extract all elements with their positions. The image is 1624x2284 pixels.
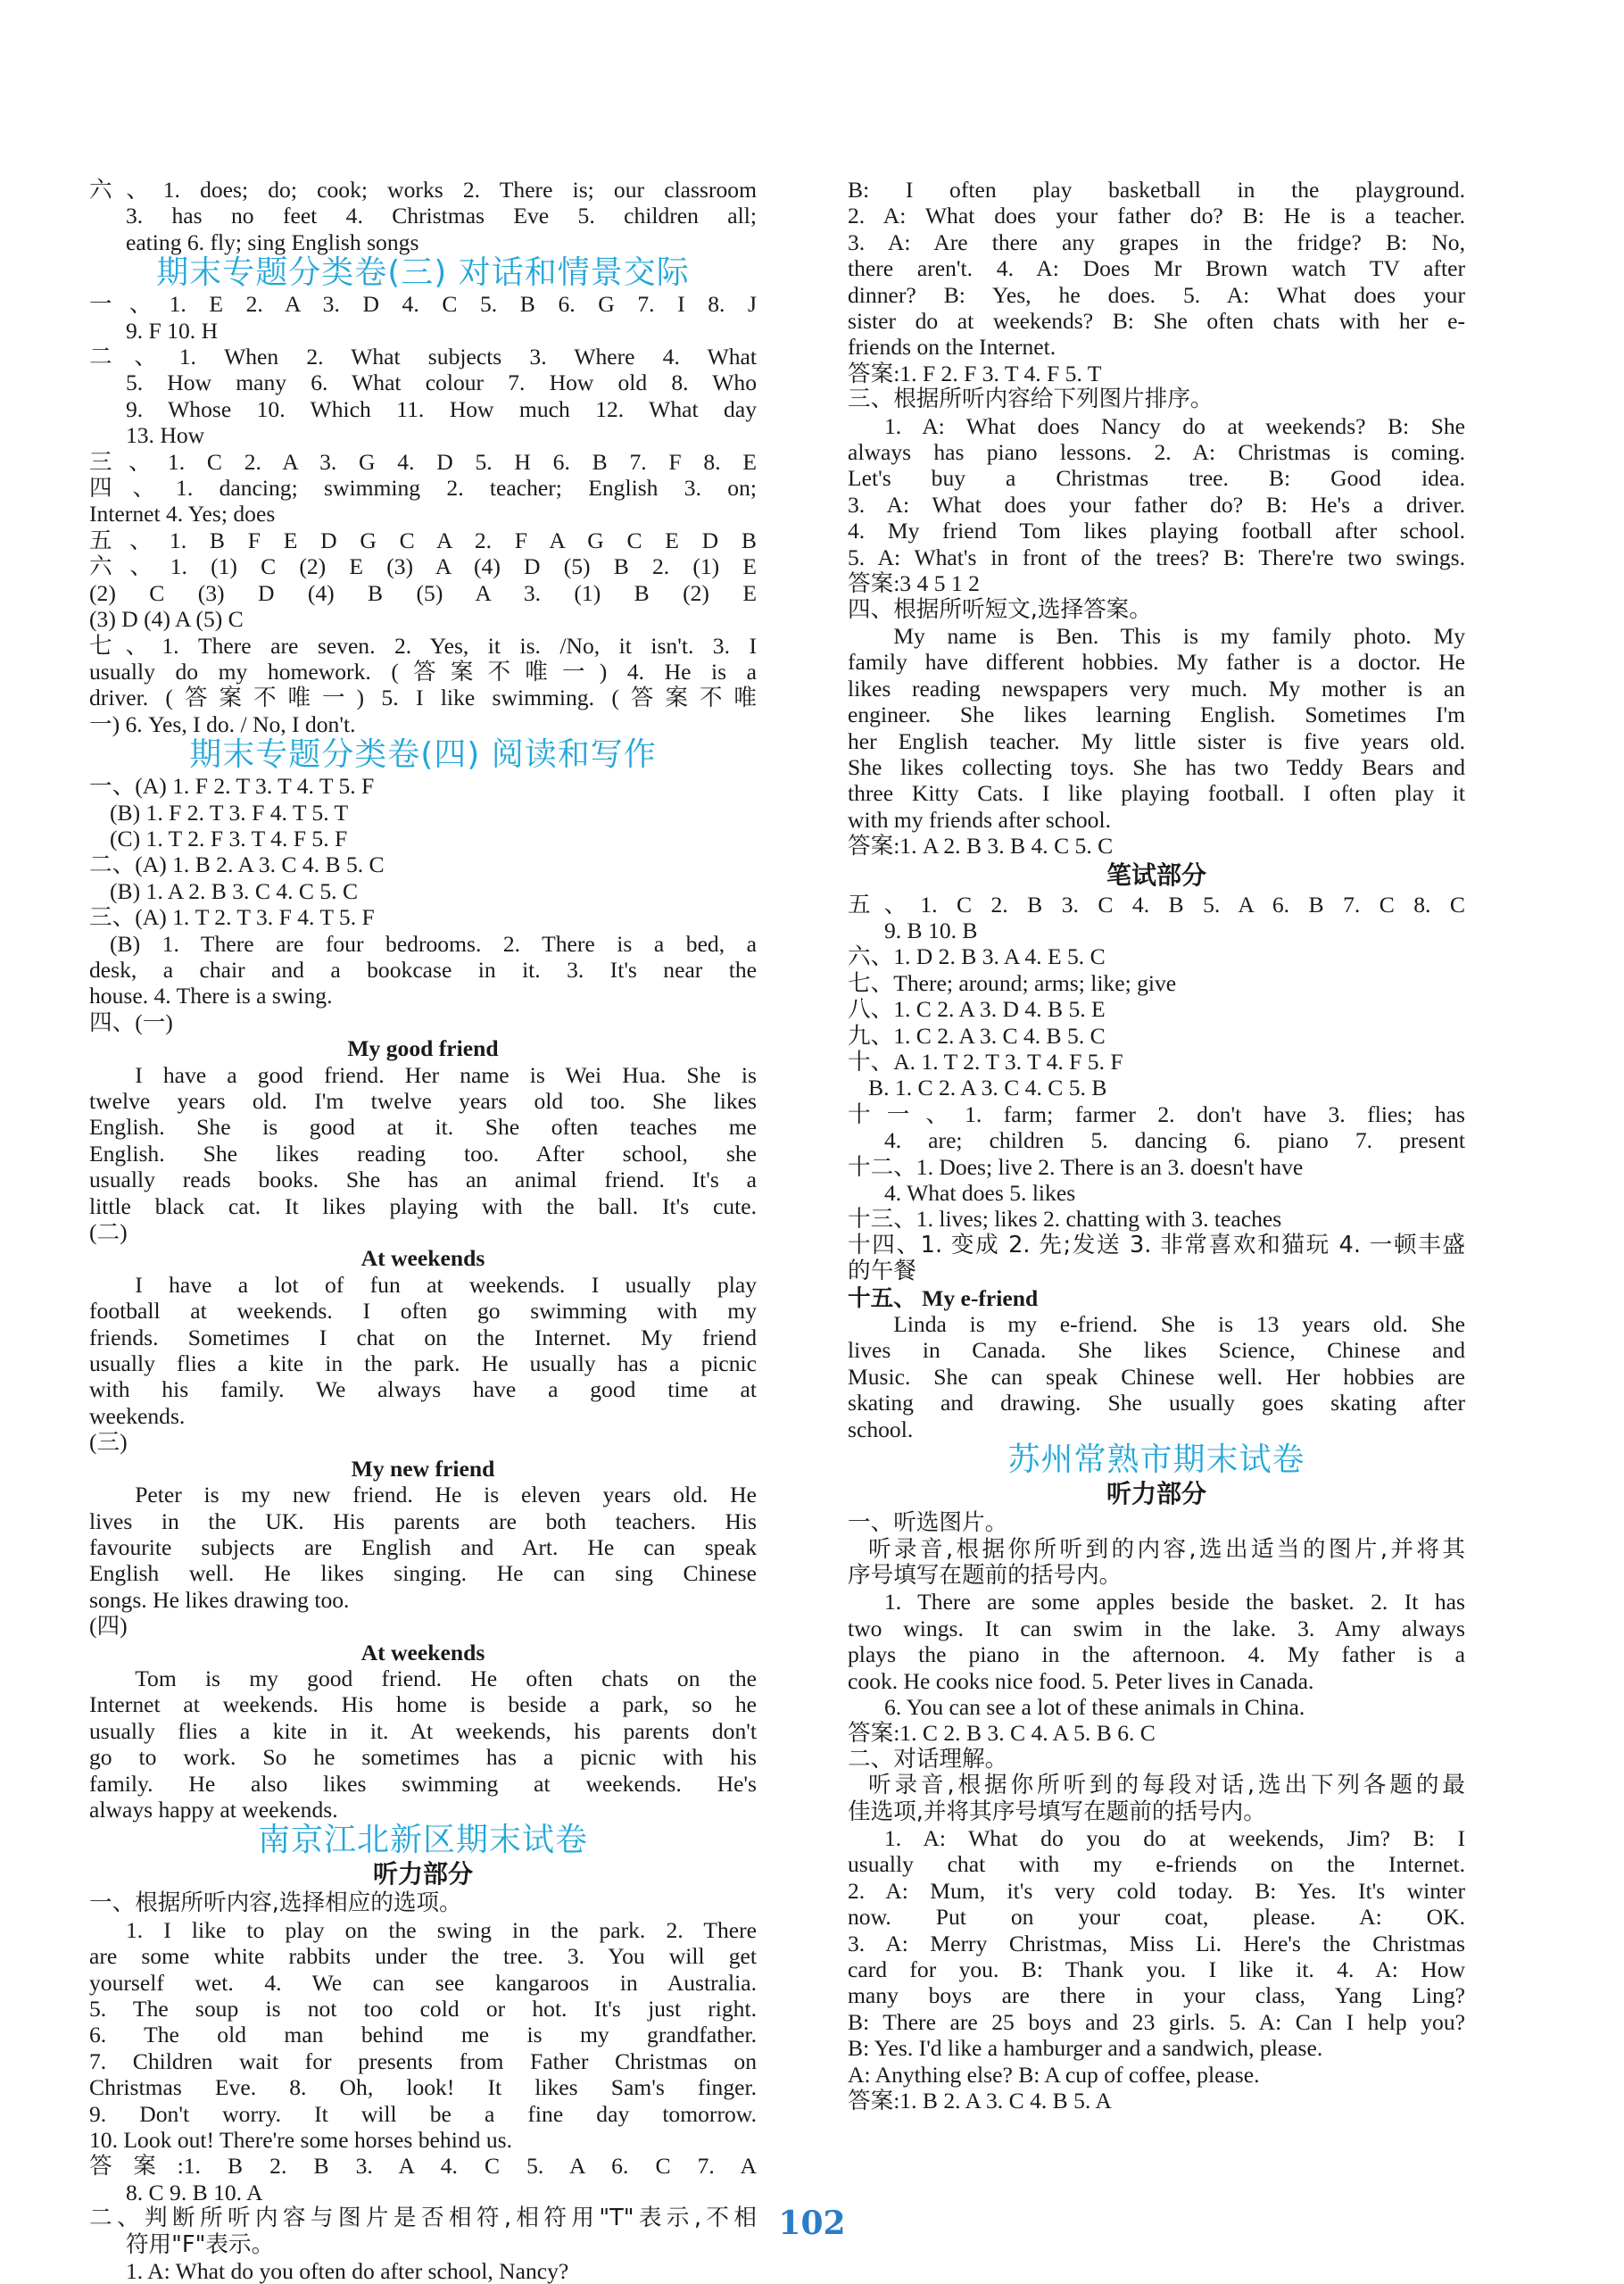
answer-line: English well. He likes singing. He can sing Chinese: [89, 1560, 757, 1587]
answer-line: 4. My friend Tom likes playing football after school.: [848, 518, 1465, 544]
answer-line: 五、1. C 2. B 3. C 4. B 5. A 6. B 7. C 8. C: [848, 891, 1465, 918]
answer-line: with my friends after school.: [848, 806, 1111, 833]
section-title: 苏州常熟市期末试卷: [1007, 1441, 1305, 1479]
answer-line: usually flies a kite in it. At weekends, his parents don't: [89, 1717, 757, 1744]
essay-title: My good friend: [347, 1035, 499, 1062]
answer-line: friends on the Internet.: [848, 334, 1056, 361]
answer-line: (四): [89, 1613, 128, 1640]
answer-line: B: I often play basketball in the playground.: [848, 177, 1465, 203]
answer-line: (B) 1. A 2. B 3. C 4. C 5. C: [110, 877, 359, 904]
answer-line: Music. She can speak Chinese well. Her hobbies are: [848, 1363, 1465, 1390]
answer-line: 答案:1. F 2. F 3. T 4. F 5. T: [848, 360, 1102, 386]
answer-line: 1. A: What do you often do after school, Nancy?: [125, 2258, 569, 2284]
answer-line: 十四、1. 变成 2. 先;发送 3. 非常喜欢和猫玩 4. 一顿丰盛: [848, 1231, 1465, 1258]
answer-line: 一) 6. Yes, I do. / No, I don't.: [89, 710, 356, 737]
answer-line: eating 6. fly; sing English songs: [125, 228, 419, 255]
answer-line: B. 1. C 2. A 3. C 4. C 5. B: [868, 1075, 1107, 1101]
answer-line: 一、听选图片。: [848, 1509, 1008, 1537]
answer-line: 四、根据所听短文,选择答案。: [848, 595, 1152, 623]
answer-line: 听录音,根据你所听到的内容,选出适当的图片,并将其: [868, 1535, 1465, 1563]
answer-line: weekends.: [89, 1402, 186, 1429]
answer-line: many boys are there in your class, Yang Ling?: [848, 1982, 1465, 2009]
answer-line: songs. He likes drawing too.: [89, 1586, 350, 1613]
answer-line: Linda is my e-friend. She is 13 years old. She: [893, 1311, 1465, 1338]
answer-line: 三、根据所听内容给下列图片排序。: [848, 386, 1214, 413]
answer-line: 答案:1. A 2. B 3. B 4. C 5. C: [848, 833, 1114, 860]
answer-line: 三、(A) 1. T 2. T 3. F 4. T 5. F: [89, 904, 375, 931]
answer-line: 六、1. (1) C (2) E (3) A (4) D (5) B 2. (1) E: [89, 553, 757, 580]
answer-line: 4. What does 5. likes: [883, 1180, 1076, 1207]
answer-line: (2) C (3) D (4) B (5) A 3. (1) B (2) E: [89, 579, 757, 606]
answer-line: card for you. B: Thank you. I like it. 4. A: How: [848, 1956, 1465, 1982]
answer-line: 5. How many 6. What colour 7. How old 8. Who: [125, 370, 757, 396]
answer-line: go to work. So he sometimes has a picnic with his: [89, 1744, 757, 1771]
essay-title: At weekends: [360, 1639, 485, 1665]
answer-line: (3) D (4) A (5) C: [89, 606, 244, 633]
answer-line: are some white rabbits under the tree. 3. You will get: [89, 1943, 757, 1970]
answer-line: 答案:1. B 2. B 3. A 4. C 5. A 6. C 7. A: [89, 2153, 757, 2180]
answer-line: cook. He cooks nice food. 5. Peter lives in Canada.: [848, 1667, 1314, 1694]
answer-line: 四、(一): [89, 1009, 173, 1035]
answer-line: 1. I like to play on the swing in the park. 2. There: [125, 1916, 757, 1943]
answer-line: B: There are 25 boys and 23 girls. 5. A: Can I help you?: [848, 2008, 1465, 2035]
answer-line: house. 4. There is a swing.: [89, 983, 333, 1009]
answer-line: 佳选项,并将其序号填写在题前的括号内。: [848, 1798, 1266, 1825]
answer-line: 2. A: Mum, it's very cold today. B: Yes. It's winter: [848, 1877, 1465, 1904]
section-title: 期末专题分类卷(三) 对话和情景交际: [156, 254, 690, 292]
answer-line: 7. Children wait for presents from Father Christmas on: [89, 2047, 757, 2074]
answer-line: 的午餐: [848, 1258, 916, 1285]
answer-line: usually chat with my e-friends on the Internet.: [848, 1851, 1465, 1878]
answer-line: lives in the UK. His parents are both teachers. His: [89, 1507, 757, 1534]
answer-line: 5. The soup is not too cold or hot. It's just right.: [89, 1996, 757, 2022]
answer-line: 2. A: What does your father do? B: He is a teacher.: [848, 203, 1465, 229]
answer-line: 3. has no feet 4. Christmas Eve 5. children all;: [125, 203, 757, 229]
answer-line: 六、1. does; do; cook; works 2. There is; our classroom: [89, 177, 757, 203]
answer-line: 十五、 My e-friend: [848, 1284, 1039, 1311]
answer-line: two wings. It can swim in the lake. 3. Amy always: [848, 1615, 1465, 1641]
answer-line: likes reading newspapers very much. My mother is an: [848, 675, 1465, 702]
essay-title: My new friend: [351, 1455, 495, 1482]
answer-line: 符用"F"表示。: [125, 2230, 275, 2258]
answer-line: English. She likes reading too. After school, she: [89, 1140, 757, 1167]
answer-line: 13. How: [125, 422, 205, 449]
answer-line: 序号填写在题前的括号内。: [848, 1561, 1123, 1589]
answer-line: (三): [89, 1429, 128, 1456]
section-subtitle: 听力部分: [372, 1859, 473, 1889]
essay-title: At weekends: [360, 1245, 485, 1272]
answer-line: 二、对话理解。: [848, 1745, 1008, 1773]
answer-line: (二): [89, 1219, 128, 1246]
answer-line: My name is Ben. This is my family photo. My: [893, 622, 1465, 649]
answer-line: 9. B 10. B: [883, 917, 978, 943]
answer-line: 十二、1. Does; live 2. There is an 3. doesn't have: [848, 1153, 1304, 1180]
answer-line: with his family. We always have a good time at: [89, 1376, 757, 1403]
answer-line: 9. Don't worry. It will be a fine day tomorrow.: [89, 2100, 757, 2127]
answer-line: 九、1. C 2. A 3. C 4. B 5. C: [848, 1022, 1106, 1049]
answer-line: 七、1. There are seven. 2. Yes, it is. /No, it isn't. 3. I: [89, 632, 757, 659]
answer-line: usually flies a kite in the park. He usually has a picnic: [89, 1350, 757, 1377]
answer-line: friends. Sometimes I chat on the Internet. My friend: [89, 1324, 757, 1350]
page-number: 102: [778, 2205, 846, 2242]
answer-line: 3. A: What does your father do? B: He's a driver.: [848, 491, 1465, 518]
right-column: [848, 177, 1465, 2114]
answer-line: lives in Canada. She likes Science, Chinese and: [848, 1337, 1465, 1364]
answer-line: 十、A. 1. T 2. T 3. T 4. F 5. F: [848, 1049, 1123, 1075]
section-title: 南京江北新区期末试卷: [257, 1822, 588, 1859]
answer-line: 二、1. When 2. What subjects 3. Where 4. What: [89, 344, 757, 370]
answer-line: 6. You can see a lot of these animals in China.: [883, 1693, 1305, 1720]
answer-line: 七、There; around; arms; like; give: [848, 969, 1177, 996]
answer-line: (C) 1. T 2. F 3. T 4. F 5. F: [110, 825, 348, 851]
answer-line: 一、1. E 2. A 3. D 4. C 5. B 6. G 7. I 8. J: [89, 291, 757, 318]
answer-line: 一、根据所听内容,选择相应的选项。: [89, 1889, 462, 1917]
answer-line: usually do my homework. (答案不唯一) 4. He is a: [89, 658, 757, 685]
answer-line: 3. A: Merry Christmas, Miss Li. Here's the Christmas: [848, 1930, 1465, 1956]
answer-line: 听录音,根据你所听到的每段对话,选出下列各题的最: [868, 1772, 1465, 1799]
answer-line: 二、判断所听内容与图片是否相符,相符用"T"表示,不相: [89, 2205, 757, 2232]
answer-line: 三、1. C 2. A 3. G 4. D 5. H 6. B 7. F 8. E: [89, 448, 757, 475]
answer-line: there aren't. 4. A: Does Mr Brown watch TV after: [848, 255, 1465, 282]
answer-line: Tom is my good friend. He often chats on the: [135, 1665, 757, 1691]
left-column: [89, 177, 757, 2284]
answer-line: 答案:1. B 2. A 3. C 4. B 5. A: [848, 2088, 1112, 2114]
answer-line: school.: [848, 1416, 914, 1442]
answer-line: 5. A: What's in front of the trees? B: There're two swings.: [848, 544, 1465, 570]
answer-line: 一、(A) 1. F 2. T 3. T 4. T 5. F: [89, 773, 375, 800]
answer-line: 6. The old man behind me is my grandfather.: [89, 2022, 757, 2048]
answer-line: family have different hobbies. My father is a doctor. He: [848, 649, 1465, 676]
answer-line: I have a good friend. Her name is Wei Hua. She is: [135, 1061, 757, 1088]
answer-line: Christmas Eve. 8. Oh, look! It likes Sam's finger.: [89, 2074, 757, 2101]
answer-line: sister do at weekends? B: She often chats with her e-: [848, 308, 1465, 335]
answer-line: 1. A: What do you do at weekends, Jim? B: I: [883, 1824, 1465, 1851]
answer-line: 1. A: What does Nancy do at weekends? B: She: [883, 412, 1465, 439]
answer-line: plays the piano in the afternoon. 4. My father is a: [848, 1641, 1465, 1668]
answer-line: her English teacher. My little sister is five years old.: [848, 727, 1465, 754]
answer-line: twelve years old. I'm twelve years old too. She likes: [89, 1088, 757, 1114]
answer-line: three Kitty Cats. I like playing football. I often play it: [848, 780, 1465, 807]
section-title: 期末专题分类卷(四) 阅读和写作: [189, 736, 657, 774]
answer-line: I have a lot of fun at weekends. I usually play: [135, 1271, 757, 1298]
answer-line: 十三、1. lives; likes 2. chatting with 3. teaches: [848, 1206, 1282, 1233]
answer-line: B: Yes. I'd like a hamburger and a sandwich, please.: [848, 2035, 1323, 2062]
answer-line: Internet 4. Yes; does: [89, 501, 276, 527]
answer-line: 4. are; children 5. dancing 6. piano 7. present: [883, 1127, 1465, 1154]
answer-line: now. Put on your coat, please. A: OK.: [848, 1904, 1465, 1931]
answer-line: 10. Look out! There're some horses behind us.: [89, 2127, 512, 2154]
answer-line: desk, a chair and a bookcase in it. 3. It's near the: [89, 956, 757, 983]
answer-line: (B) 1. F 2. T 3. F 4. T 5. T: [110, 799, 349, 826]
answer-line: always happy at weekends.: [89, 1796, 338, 1823]
answer-line: She likes collecting toys. She has two Teddy Bears and: [848, 753, 1465, 780]
section-subtitle: 听力部分: [1106, 1479, 1206, 1509]
answer-line: favourite subjects are English and Art. He can speak: [89, 1533, 757, 1560]
answer-line: 八、1. C 2. A 3. D 4. B 5. E: [848, 996, 1106, 1023]
answer-line: (B) 1. There are four bedrooms. 2. There is a bed, a: [110, 930, 757, 957]
answer-line: 答案:3 4 5 1 2: [848, 570, 980, 597]
answer-line: 9. Whose 10. Which 11. How much 12. What day: [125, 395, 757, 422]
answer-line: usually reads books. She has an animal friend. It's a: [89, 1167, 757, 1193]
answer-line: always has piano lessons. 2. A: Christmas is coming.: [848, 439, 1465, 466]
answer-line: 二、(A) 1. B 2. A 3. C 4. B 5. C: [89, 851, 385, 878]
answer-line: skating and drawing. She usually goes skating after: [848, 1390, 1465, 1416]
answer-line: Peter is my new friend. He is eleven years old. He: [135, 1482, 757, 1508]
answer-line: English. She is good at it. She often teaches me: [89, 1114, 757, 1141]
answer-line: 3. A: Are there any grapes in the fridge? B: No,: [848, 228, 1465, 255]
answer-line: 四、1. dancing; swimming 2. teacher; English 3. on;: [89, 475, 757, 502]
answer-line: Internet at weekends. His home is beside a park, so he: [89, 1691, 757, 1718]
answer-line: dinner? B: Yes, he does. 5. A: What does your: [848, 281, 1465, 308]
answer-line: driver. (答案不唯一) 5. I like swimming. (答案不唯: [89, 685, 757, 711]
answer-line: yourself wet. 4. We can see kangaroos in Australia.: [89, 1969, 757, 1996]
answer-line: A: Anything else? B: A cup of coffee, please.: [848, 2061, 1260, 2088]
answer-line: little black cat. It likes playing with the ball. It's cute.: [89, 1192, 757, 1219]
answer-line: Let's buy a Christmas tree. B: Good idea.: [848, 465, 1465, 492]
answer-line: 六、1. D 2. B 3. A 4. E 5. C: [848, 943, 1106, 970]
answer-line: 1. There are some apples beside the basket. 2. It has: [883, 1589, 1465, 1615]
answer-line: 十一、1. farm; farmer 2. don't have 3. flies; has: [848, 1100, 1465, 1127]
answer-line: engineer. She likes learning English. Sometimes I'm: [848, 702, 1465, 728]
answer-line: football at weekends. I often go swimming with my: [89, 1298, 757, 1325]
answer-line: 五、1. B F E D G C A 2. F A G C E D B: [89, 527, 757, 553]
answer-line: family. He also likes swimming at weekends. He's: [89, 1770, 757, 1797]
answer-line: 9. F 10. H: [125, 317, 219, 344]
answer-line: 答案:1. C 2. B 3. C 4. A 5. B 6. C: [848, 1720, 1156, 1747]
answer-line: 8. C 9. B 10. A: [125, 2179, 263, 2205]
section-subtitle: 笔试部分: [1106, 860, 1206, 890]
